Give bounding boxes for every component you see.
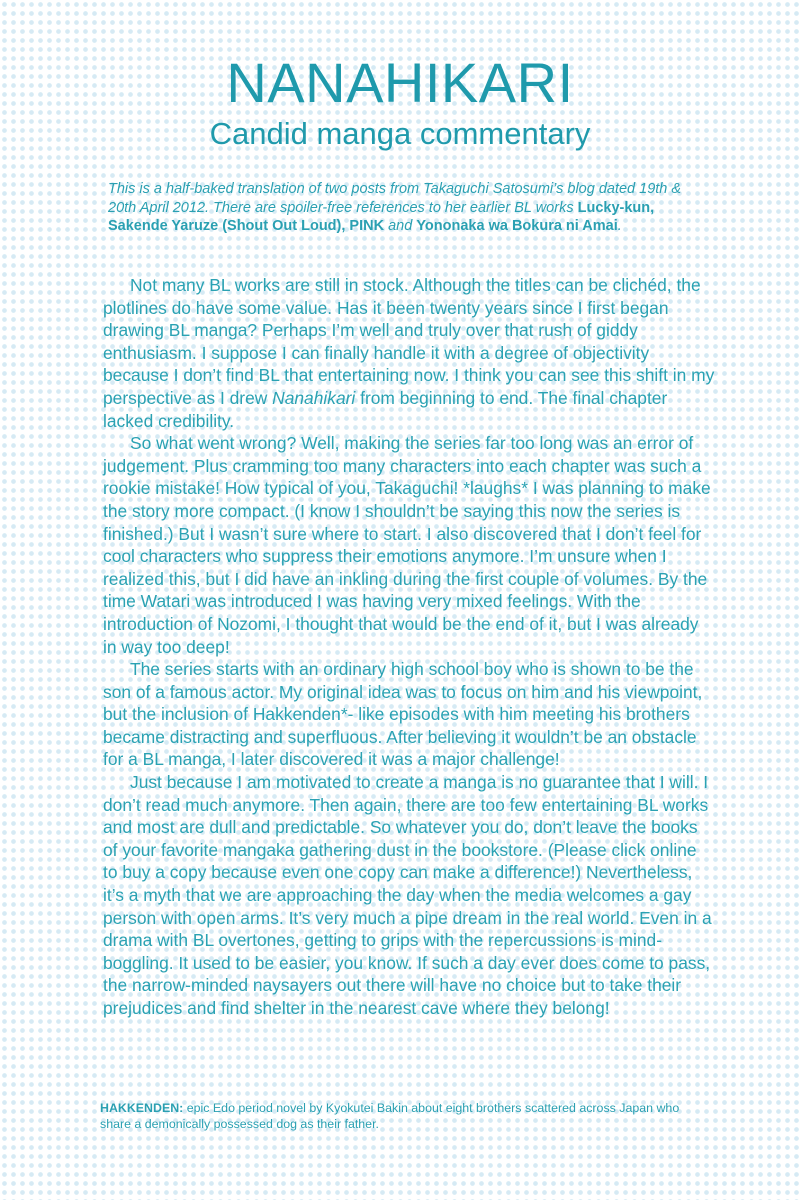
intro-text: This is a half-baked translation of two posts from Takaguchi Satosumi’s blog dated 19th & 20th April 2012. There are spoiler-free references to her earlier BL works: [108, 181, 682, 216]
intro-works-1: Lucky-kun, Sakende Yaruze (Shout Out Loud), PINK: [108, 199, 655, 234]
paragraph-1: [103, 274, 715, 432]
page-subtitle: Candid manga commentary: [209, 116, 591, 151]
footnote-term: HAKKENDEN:: [100, 1101, 184, 1115]
paragraph-3: The series starts with an ordinary high school boy who is shown to be the son of a famous actor. My original idea was to focus on him and his viewpoint, but the inclusion of Hakkenden*- like episodes with him meeting his brothers became distracting and superfluous. After believing it wouldn’t be an obstacle for a BL manga, I later discovered it was a major challenge!: [103, 659, 703, 770]
intro-end: .: [617, 218, 622, 234]
footnote-text: epic Edo period novel by Kyokutei Bakin about eight brothers scattered across Japan who share a demonically possessed dog as their father.: [100, 1101, 680, 1131]
paragraph-4: Just because I am motivated to create a manga is no guarantee that I will. I don’t read much anymore. Then again, there are too few entertaining BL works and most are dull and predictable. So whatever you do, don’t leave the books of your favorite mangaka gathering dust in the bookstore. (Please click online to buy a copy because even one copy can make a difference!) Nevertheless, it’s a myth that we are approaching the day when the media welcomes a gay person with open arms. It’s very much a pipe dream in the real world. Even in a drama with BL overtones, getting to grips with the repercussions is mind-boggling. It used to be easier, you know. If such a day ever does come to pass, the narrow-minded naysayers out there will have no choice but to take their prejudices and find shelter in the nearest cave where they belong!: [103, 772, 712, 1018]
paragraph-2: So what went wrong? Well, making the series far too long was an error of judgement. Plus cramming too many characters into each chapter was such a rookie mistake! How typical of you, Takaguchi! *laughs* I was planning to make the story more compact. (I know I shouldn’t be saying this now the series is finished.) But I wasn’t sure where to start. I also discovered that I don’t feel for cool characters who suppress their emotions anymore. I’m unsure when I realized this, but I did have an inkling during the first couple of volumes. By the time Watari was introduced I was having very mixed feelings. With the introduction of Nozomi, I thought that would be the end of it, but I was already in way too deep!: [103, 433, 711, 657]
footnote: [100, 1100, 700, 1132]
page-title: NANAHIKARI: [226, 51, 574, 114]
commentary-body: [103, 274, 715, 1020]
intro-works-2: Yononaka wa Bokura ni Amai: [416, 218, 618, 234]
series-title: Nanahikari: [272, 387, 356, 408]
intro-note: [108, 180, 708, 236]
paragraph-1-text-b: from beginning to end. The final chapter lacked credibility.: [103, 387, 668, 431]
paragraph-1-text-a: Not many BL works are still in stock. Although the titles can be clichéd, the plotlines do have some value. Has it been twenty years since I first began drawing BL manga? Perhaps I’m well and truly over that rush of giddy enthusiasm. I suppose I can finally handle it with a degree of objectivity because I don’t find BL that entertaining now. I think you can see this shift in my perspective as I drew: [103, 275, 715, 408]
intro-and: and: [384, 218, 417, 234]
